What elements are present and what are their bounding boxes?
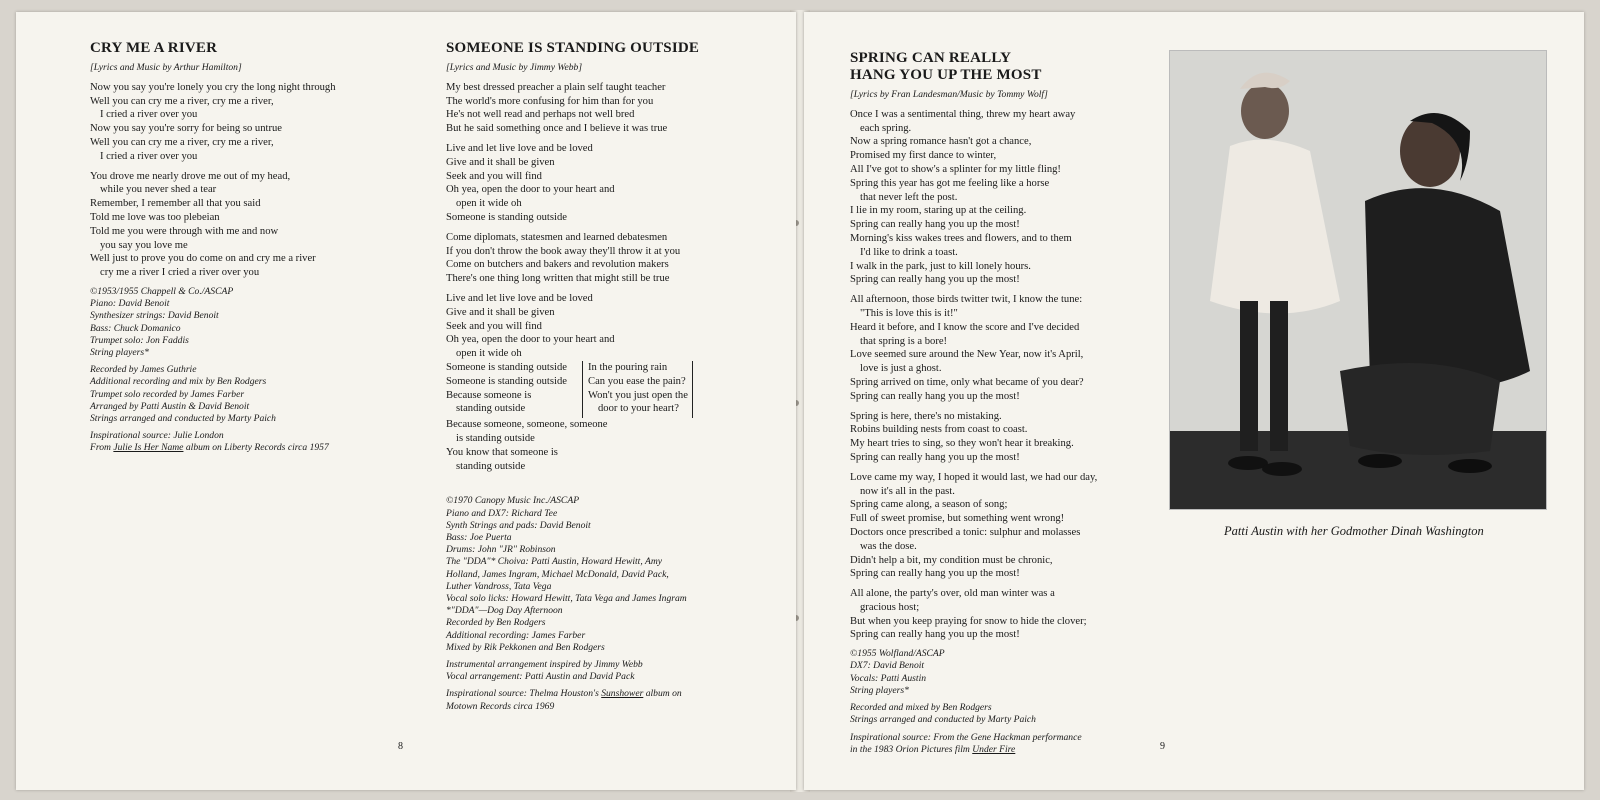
lyric-line: is standing outside	[456, 432, 535, 444]
song-title: SOMEONE IS STANDING OUTSIDE	[446, 40, 700, 56]
lyric-line: Well you can cry me a river, cry me a river,	[90, 95, 274, 107]
lyric-line: Because someone is	[446, 389, 532, 401]
stanza	[850, 587, 1150, 642]
bracketed-verse	[446, 361, 776, 418]
credit-line: Vocal arrangement: Patti Austin and David Pack	[446, 671, 635, 683]
lyric-line: I walk in the park, just to kill lonely hours.	[850, 260, 1031, 272]
lyric-line: love is just a ghost.	[860, 363, 942, 375]
credit-line: Synthesizer strings: David Benoit	[90, 310, 219, 322]
credit-line: DX7: David Benoit	[850, 660, 925, 672]
source-line	[446, 688, 776, 700]
credit-line: Mixed by Rik Pekkonen and Ben Rodgers	[446, 641, 605, 653]
stanza	[850, 108, 1150, 287]
lyric-line: Seek and you will find	[446, 170, 542, 182]
stanza	[446, 142, 776, 225]
lyric-line: Live and let live love and be loved	[446, 292, 593, 304]
lyric-line: Now a spring romance hasn't got a chance,	[850, 136, 1032, 148]
lyric-line: I lie in my room, staring up at the ceiling.	[850, 205, 1027, 217]
song-title-line: SPRING CAN REALLY	[850, 50, 1012, 66]
lyric-line: My best dressed preacher a plain self taught teacher	[446, 81, 666, 93]
lyric-line: now it's all in the past.	[860, 485, 955, 497]
left-page	[16, 12, 796, 790]
photo-patti-austin-dinah-washington	[1169, 50, 1547, 510]
lyric-line: Oh yea, open the door to your heart and	[446, 334, 615, 346]
song-byline: [Lyrics and Music by Jimmy Webb]	[446, 62, 583, 73]
song-someone-is-standing-outside	[446, 40, 776, 718]
credit-line: Synth Strings and pads: David Benoit	[446, 519, 591, 531]
lyric-line: Spring can really hang you up the most!	[850, 274, 1020, 286]
lyric-line: Give and it shall be given	[446, 306, 555, 318]
page-number: 9	[1160, 741, 1165, 752]
inspirational-source	[850, 732, 1150, 756]
credit-line: Additional recording and mix by Ben Rodgers	[90, 376, 267, 388]
lyric-line: Didn't help a bit, my condition must be chronic,	[850, 554, 1053, 566]
source-line: Inspirational source: Julie London	[90, 430, 224, 442]
lyric-line: All I've got to show's a splinter for my little fling!	[850, 163, 1061, 175]
lyric-line: Spring came along, a season of song;	[850, 499, 1008, 511]
page-number: 8	[398, 741, 403, 752]
lyric-line: that never left the post.	[860, 191, 958, 203]
lyric-line: Morning's kiss wakes trees and flowers, and to them	[850, 232, 1072, 244]
lyric-line: gracious host;	[860, 601, 920, 613]
lyric-line: Doctors once prescribed a tonic: sulphur and molasses	[850, 526, 1081, 538]
credit-line: Vocals: Patti Austin	[850, 672, 927, 684]
credits	[446, 659, 776, 683]
stanza	[850, 471, 1150, 581]
lyric-line: Spring can really hang you up the most!	[850, 568, 1020, 580]
credit-line: Arranged by Patti Austin & David Benoit	[90, 400, 250, 412]
lyric-line: All alone, the party's over, old man winter was a	[850, 588, 1055, 600]
lyric-line: He's not well read and perhaps not well bred	[446, 109, 635, 121]
lyric-line: Live and let live love and be loved	[446, 142, 593, 154]
lyric-line: Because someone, someone, someone	[446, 419, 608, 431]
lyric-line: Spring can really hang you up the most!	[850, 451, 1020, 463]
credit-line: Strings arranged and conducted by Marty Paich	[90, 412, 276, 424]
lyric-line: Told me love was too plebeian	[90, 211, 220, 223]
credit-line: Recorded and mixed by Ben Rodgers	[850, 702, 992, 714]
bracket-left-lines	[446, 361, 580, 416]
source-suffix: album on	[643, 688, 682, 700]
source-line	[850, 744, 1150, 756]
lyric-line: Promised my first dance to winter,	[850, 150, 997, 162]
lyric-line: Someone is standing outside	[446, 375, 567, 387]
lyric-line: I cried a river over you	[100, 109, 198, 121]
lyric-line: Told me you were through with me and now	[90, 225, 279, 237]
credit-line: Bass: Joe Puerta	[446, 531, 512, 543]
lyric-line: Spring can really hang you up the most!	[850, 629, 1020, 641]
credit-line: The "DDA"* Choiva: Patti Austin, Howard Hewitt, Amy	[446, 556, 663, 568]
credit-line: Piano and DX7: Richard Tee	[446, 507, 558, 519]
lyric-line: Now you say you're sorry for being so untrue	[90, 123, 282, 135]
bracket-box	[582, 361, 693, 418]
source-prefix: in the 1983 Orion Pictures film	[850, 743, 973, 755]
stanza	[446, 418, 776, 473]
stanza	[446, 81, 776, 136]
credit-line: Recorded by Ben Rodgers	[446, 617, 546, 629]
song-title-line: HANG YOU UP THE MOST	[850, 67, 1042, 83]
lyric-line: Well you can cry me a river, cry me a river,	[90, 136, 274, 148]
lyric-line: But he said something once and I believe it was true	[446, 123, 668, 135]
credit-line: Recorded by James Guthrie	[90, 364, 197, 376]
credit-line: *"DDA"—Dog Day Afternoon	[446, 605, 563, 617]
lyric-line: Come on butchers and bakers and revolution makers	[446, 259, 669, 271]
stanza	[90, 81, 410, 164]
stanza	[850, 293, 1150, 403]
stanza	[90, 170, 410, 280]
lyric-line: Oh yea, open the door to your heart and	[446, 184, 615, 196]
credit-line: ©1955 Wolfland/ASCAP	[850, 648, 945, 660]
lyric-line: There's one thing long written that might still be true	[446, 273, 670, 285]
lyric-line: Come diplomats, statesmen and learned debatesmen	[446, 231, 668, 243]
song-cry-me-a-river	[90, 40, 410, 460]
lyric-line: was the dose.	[860, 540, 917, 552]
stanza	[850, 410, 1150, 465]
lyric-line: "This is love this is it!"	[860, 307, 958, 319]
credit-line: Luther Vandross, Tata Vega	[446, 580, 552, 592]
credits	[850, 648, 1150, 697]
lyric-line: Well just to prove you do come on and cry me a river	[90, 253, 316, 265]
credit-line: ©1953/1955 Chappell & Co./ASCAP	[90, 285, 234, 297]
source-prefix: From	[90, 442, 114, 454]
lyric-line: Spring this year has got me feeling like a horse	[850, 177, 1050, 189]
lyric-line: I'd like to drink a toast.	[860, 246, 958, 258]
lyric-line: You know that someone is	[446, 446, 558, 458]
credits	[90, 286, 410, 359]
song-byline: [Lyrics and Music by Arthur Hamilton]	[90, 62, 242, 73]
lyric-line: you say you love me	[100, 239, 188, 251]
lyric-line: Won't you just open the	[588, 389, 688, 401]
lyric-line: Robins building nests from coast to coast.	[850, 424, 1028, 436]
lyric-line: open it wide oh	[456, 198, 522, 210]
stanza	[446, 292, 776, 361]
lyric-line: Remember, I remember all that you said	[90, 198, 261, 210]
credit-line: Trumpet solo recorded by James Farber	[90, 388, 245, 400]
credit-line: Bass: Chuck Domanico	[90, 322, 181, 334]
lyric-line: But when you keep praying for snow to hide the clover;	[850, 615, 1087, 627]
source-suffix: album on Liberty Records circa 1957	[183, 442, 329, 454]
photo-caption: Patti Austin with her Godmother Dinah Washington	[1224, 524, 1484, 538]
film-title: Under Fire	[972, 743, 1016, 755]
credit-line: Instrumental arrangement inspired by Jimmy Webb	[446, 658, 643, 670]
lyric-line: Spring can really hang you up the most!	[850, 390, 1020, 402]
lyric-line: that spring is a bore!	[860, 335, 948, 347]
lyric-line: standing outside	[456, 403, 526, 415]
song-byline: [Lyrics by Fran Landesman/Music by Tommy Wolf]	[850, 89, 1048, 100]
lyric-line: Once I was a sentimental thing, threw my heart away	[850, 108, 1076, 120]
credits	[446, 495, 776, 654]
lyric-line: Heard it before, and I know the score and I've decided	[850, 321, 1080, 333]
lyric-line: Someone is standing outside	[446, 211, 567, 223]
lyric-line: All afternoon, those birds twitter twit, I know the tune:	[850, 294, 1083, 306]
album-title: Julie Is Her Name	[113, 442, 184, 454]
source-line: Motown Records circa 1969	[446, 700, 555, 712]
credit-line: String players*	[90, 346, 149, 358]
lyric-line: door to your heart?	[598, 403, 679, 415]
stanza	[446, 231, 776, 286]
credit-line: Additional recording: James Farber	[446, 629, 586, 641]
lyric-line: You drove me nearly drove me out of my head,	[90, 170, 291, 182]
credit-line: Trumpet solo: Jon Faddis	[90, 334, 189, 346]
lyric-line: while you never shed a tear	[100, 184, 217, 196]
lyric-line: Spring can really hang you up the most!	[850, 219, 1020, 231]
lyric-line: Spring is here, there's no mistaking.	[850, 410, 1002, 422]
credits	[90, 364, 410, 425]
lyric-line: The world's more confusing for him than for you	[446, 95, 654, 107]
song-spring-can-really-hang-you-up-the-most	[850, 50, 1150, 761]
lyric-line: In the pouring rain	[588, 361, 668, 373]
lyric-line: Now you say you're lonely you cry the long night through	[90, 81, 336, 93]
lyric-line: My heart tries to sing, so they won't hear it breaking.	[850, 438, 1074, 450]
lyric-line: cry me a river I cried a river over you	[100, 267, 260, 279]
right-page	[804, 12, 1584, 790]
credits	[850, 702, 1150, 726]
lyric-line: I cried a river over you	[100, 150, 198, 162]
lyric-line: open it wide oh	[456, 348, 522, 360]
lyric-line: Someone is standing outside	[446, 361, 567, 373]
lyric-line: Can you ease the pain?	[588, 375, 686, 387]
album-title: Sunshower	[601, 688, 644, 700]
lyric-line: Seek and you will find	[446, 320, 542, 332]
source-line: Inspirational source: From the Gene Hackman performance	[850, 731, 1082, 743]
lyric-line: Spring arrived on time, only what became of you dear?	[850, 376, 1084, 388]
lyric-line: If you don't throw the book away they'll throw it at you	[446, 245, 681, 257]
credit-line: Strings arranged and conducted by Marty Paich	[850, 714, 1036, 726]
credit-line: Vocal solo licks: Howard Hewitt, Tata Vega and James Ingram	[446, 592, 687, 604]
lyric-line: each spring.	[860, 122, 912, 134]
inspirational-source	[446, 688, 776, 712]
credit-line: ©1970 Canopy Music Inc./ASCAP	[446, 495, 580, 507]
source-line	[90, 442, 410, 454]
credit-line: String players*	[850, 684, 909, 696]
lyric-line: Give and it shall be given	[446, 156, 555, 168]
credit-line: Piano: David Benoit	[90, 298, 170, 310]
lyric-line: Love came my way, I hoped it would last, we had our day,	[850, 471, 1098, 483]
photo-illustration	[1170, 51, 1546, 509]
credit-line: Holland, James Ingram, Michael McDonald, David Pack,	[446, 568, 669, 580]
lyric-line: Full of sweet promise, but something went wrong!	[850, 513, 1065, 525]
source-prefix: Inspirational source: Thelma Houston's	[446, 688, 602, 700]
lyric-line: Love seemed sure around the New Year, now it's April,	[850, 349, 1084, 361]
credit-line: Drums: John "JR" Robinson	[446, 544, 556, 556]
song-title: CRY ME A RIVER	[90, 40, 218, 56]
inspirational-source	[90, 430, 410, 454]
lyric-line: standing outside	[456, 460, 526, 472]
